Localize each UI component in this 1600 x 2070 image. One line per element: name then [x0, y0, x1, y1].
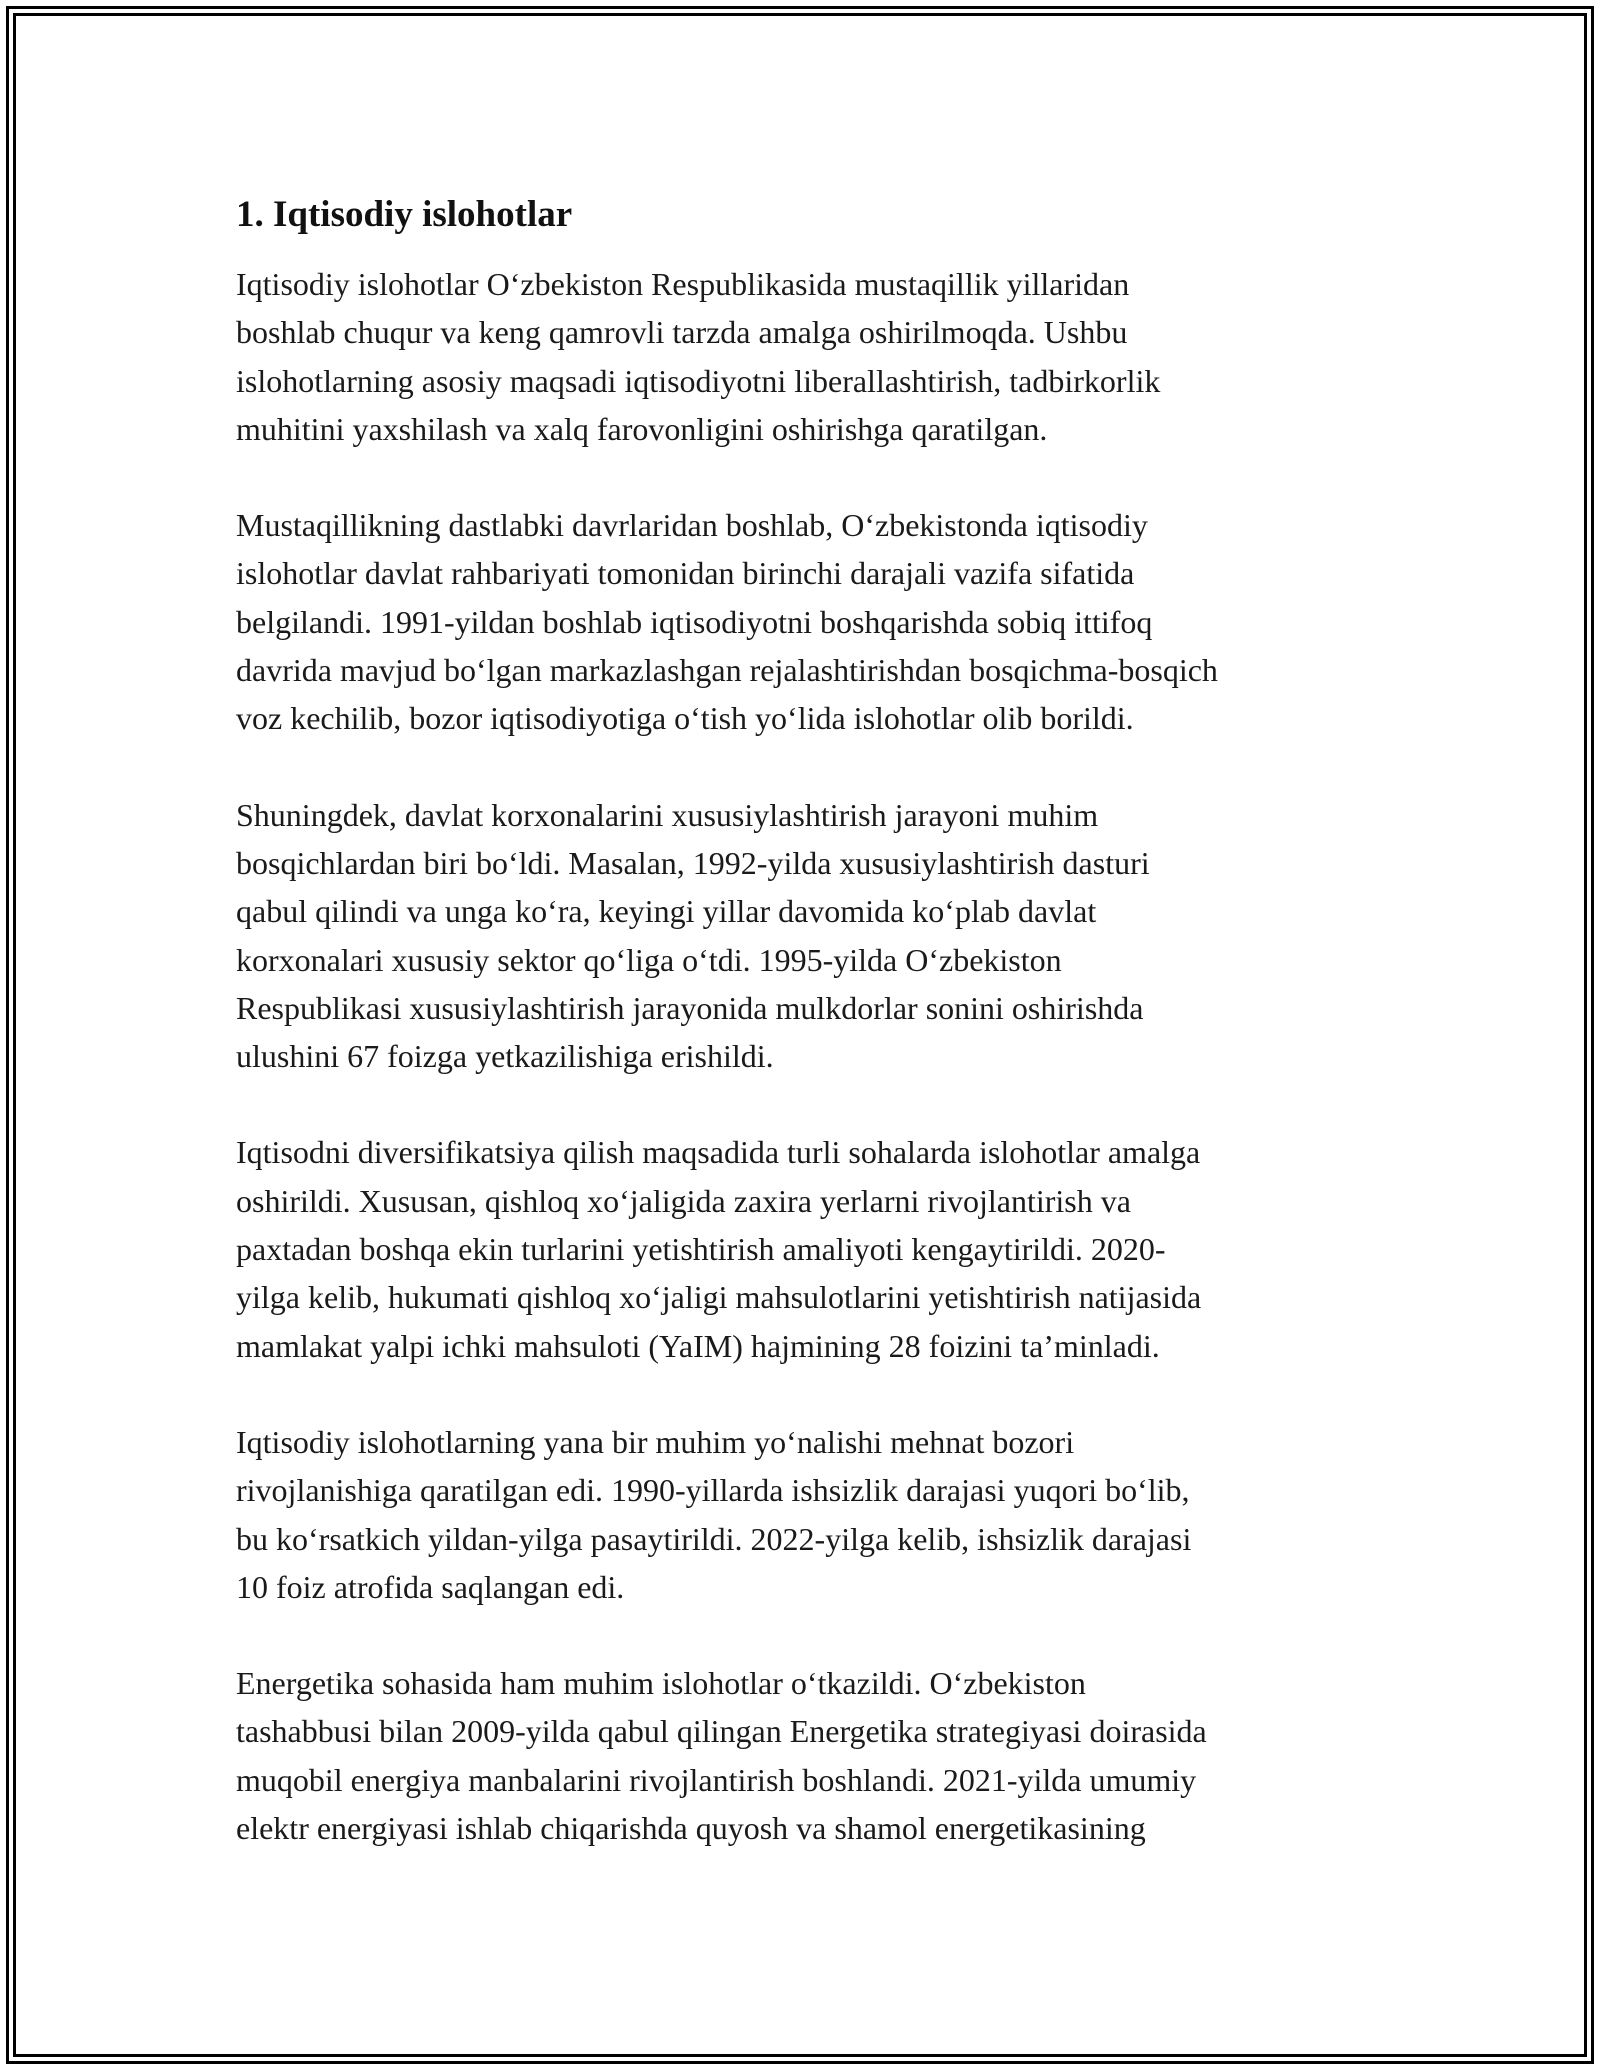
body-paragraph	[236, 1659, 1371, 1852]
paragraph-line: voz kechilib, bozor iqtisodiyotiga o‘tish yo‘lida islohotlar olib borildi.	[236, 700, 1134, 737]
paragraph-line: mamlakat yalpi ichki mahsuloti (YaIM) hajmining 28 foizini ta’minladi.	[236, 1327, 1160, 1364]
paragraph-line: boshlab chuqur va keng qamrovli tarzda amalga oshirilmoqda. Ushbu	[236, 314, 1128, 351]
paragraph-line: Shuningdek, davlat korxonalarini xususiylashtirish jarayoni muhim	[236, 796, 1099, 833]
paragraph-line: bosqichlardan biri bo‘ldi. Masalan, 1992-yilda xususiylashtirish dasturi	[236, 844, 1150, 881]
paragraph-line: Energetika sohasida ham muhim islohotlar o‘tkazildi. O‘zbekiston	[236, 1665, 1086, 1702]
paragraph-line: elektr energiyasi ishlab chiqarishda quyosh va shamol energetikasining	[236, 1810, 1146, 1847]
paragraph-line: 10 foiz atrofida saqlangan edi.	[236, 1568, 625, 1605]
paragraph-line: paxtadan boshqa ekin turlarini yetishtirish amaliyoti kengaytirildi. 2020-	[236, 1231, 1166, 1268]
body-paragraph	[236, 260, 1371, 453]
body-paragraph	[236, 1418, 1371, 1611]
paragraph-line: rivojlanishiga qaratilgan edi. 1990-yillarda ishsizlik darajasi yuqori bo‘lib,	[236, 1472, 1190, 1509]
body-paragraph	[236, 791, 1371, 1081]
body-paragraph	[236, 501, 1371, 742]
paragraph-line: muqobil energiya manbalarini rivojlantirish boshlandi. 2021-yilda umumiy	[236, 1761, 1197, 1798]
paragraph-line: Iqtisodiy islohotlar O‘zbekiston Respublikasida mustaqillik yillaridan	[236, 266, 1130, 302]
paragraph-line: yilga kelib, hukumati qishloq xo‘jaligi mahsulotlarini yetishtirish natijasida	[236, 1279, 1202, 1316]
paragraph-line: Iqtisodni diversifikatsiya qilish maqsadida turli sohalarda islohotlar amalga	[236, 1134, 1201, 1171]
paragraph-line: tashabbusi bilan 2009-yilda qabul qilingan Energetika strategiyasi doirasida	[236, 1713, 1207, 1750]
paragraph-line: bu ko‘rsatkich yildan-yilga pasaytirildi. 2022-yilga kelib, ishsizlik darajasi	[236, 1520, 1192, 1557]
document-body	[236, 186, 1371, 1900]
paragraph-line: belgilandi. 1991-yildan boshlab iqtisodiyotni boshqarishda sobiq ittifoq	[236, 603, 1153, 640]
body-paragraph	[236, 1128, 1371, 1369]
paragraph-line: oshirildi. Xususan, qishloq xo‘jaligida zaxira yerlarni rivojlantirish va	[236, 1182, 1131, 1219]
paragraph-line: Respublikasi xususiylashtirish jarayonida mulkdorlar sonini oshirishda	[236, 989, 1144, 1026]
paragraph-line: islohotlarning asosiy maqsadi iqtisodiyotni liberallashtirish, tadbirkorlik	[236, 362, 1161, 399]
paragraph-line: Mustaqillikning dastlabki davrlaridan boshlab, O‘zbekistonda iqtisodiy	[236, 507, 1148, 544]
paragraph-list	[236, 260, 1371, 1852]
paragraph-line: islohotlar davlat rahbariyati tomonidan birinchi darajali vazifa sifatida	[236, 555, 1135, 592]
paragraph-line: korxonalari xususiy sektor qo‘liga o‘tdi. 1995-yilda O‘zbekiston	[236, 941, 1062, 978]
paragraph-line: Iqtisodiy islohotlarning yana bir muhim yo‘nalishi mehnat bozori	[236, 1423, 1075, 1460]
paragraph-line: davrida mavjud bo‘lgan markazlashgan rejalashtirishdan bosqichma-bosqich	[236, 652, 1218, 689]
paragraph-line: qabul qilindi va unga ko‘ra, keyingi yillar davomida ko‘plab davlat	[236, 893, 1097, 930]
paragraph-line: ulushini 67 foizga yetkazilishiga erishildi.	[236, 1038, 774, 1075]
paragraph-line: muhitini yaxshilash va xalq farovonligini oshirishga qaratilgan.	[236, 410, 1048, 447]
section-heading: 1. Iqtisodiy islohotlar	[236, 194, 573, 235]
